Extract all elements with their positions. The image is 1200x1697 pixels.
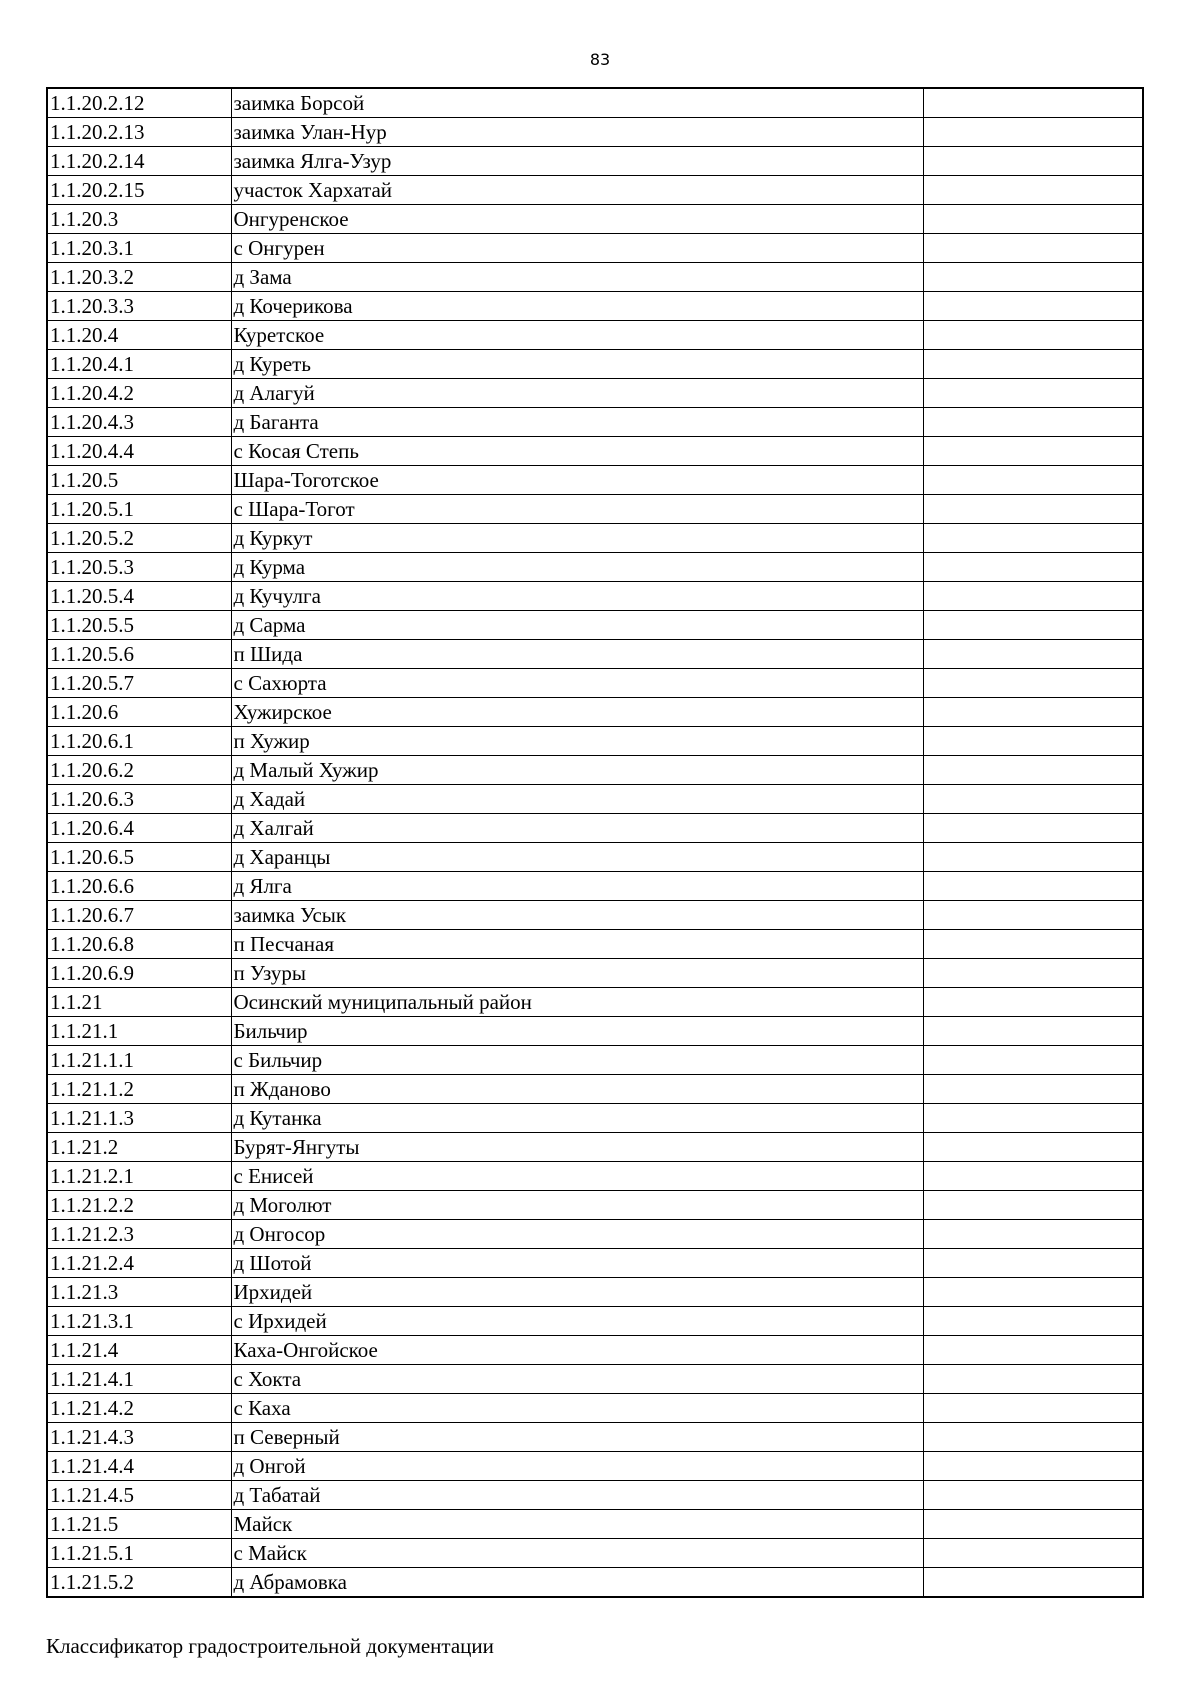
table-row <box>47 466 1143 495</box>
table-row <box>47 1162 1143 1191</box>
row-name-cell: д Кучулга <box>231 582 923 611</box>
table-row <box>47 611 1143 640</box>
table-row <box>47 350 1143 379</box>
row-extra-cell <box>923 147 1143 176</box>
row-extra-cell <box>923 901 1143 930</box>
row-code-cell: 1.1.20.6.1 <box>47 727 231 756</box>
table-row <box>47 669 1143 698</box>
row-code-cell: 1.1.21 <box>47 988 231 1017</box>
row-extra-cell <box>923 814 1143 843</box>
row-name-cell: п Песчаная <box>231 930 923 959</box>
table-row <box>47 930 1143 959</box>
row-name-cell: д Халгай <box>231 814 923 843</box>
row-name-cell: Бильчир <box>231 1017 923 1046</box>
row-extra-cell <box>923 1075 1143 1104</box>
row-code-cell: 1.1.20.5.5 <box>47 611 231 640</box>
row-extra-cell <box>923 1394 1143 1423</box>
row-code-cell: 1.1.20.3.3 <box>47 292 231 321</box>
row-code-cell: 1.1.20.5.6 <box>47 640 231 669</box>
row-name-cell: с Бильчир <box>231 1046 923 1075</box>
table-row <box>47 1510 1143 1539</box>
row-extra-cell <box>923 872 1143 901</box>
table-row <box>47 1046 1143 1075</box>
row-code-cell: 1.1.20.6.2 <box>47 756 231 785</box>
row-extra-cell <box>923 205 1143 234</box>
table-row <box>47 1278 1143 1307</box>
row-code-cell: 1.1.21.4.1 <box>47 1365 231 1394</box>
row-name-cell: п Хужир <box>231 727 923 756</box>
row-extra-cell <box>923 292 1143 321</box>
row-name-cell: с Енисей <box>231 1162 923 1191</box>
row-code-cell: 1.1.20.5.7 <box>47 669 231 698</box>
row-code-cell: 1.1.20.5.4 <box>47 582 231 611</box>
row-name-cell: Онгуренское <box>231 205 923 234</box>
row-extra-cell <box>923 959 1143 988</box>
row-code-cell: 1.1.20.6.9 <box>47 959 231 988</box>
page-number: 83 <box>589 50 611 69</box>
row-code-cell: 1.1.20.3.1 <box>47 234 231 263</box>
row-code-cell: 1.1.21.5.1 <box>47 1539 231 1568</box>
row-extra-cell <box>923 408 1143 437</box>
row-code-cell: 1.1.20.6 <box>47 698 231 727</box>
row-name-cell: Ирхидей <box>231 1278 923 1307</box>
table-row <box>47 843 1143 872</box>
table-row <box>47 1365 1143 1394</box>
row-name-cell: д Абрамовка <box>231 1568 923 1598</box>
row-code-cell: 1.1.20.4 <box>47 321 231 350</box>
row-code-cell: 1.1.21.1 <box>47 1017 231 1046</box>
row-code-cell: 1.1.21.1.3 <box>47 1104 231 1133</box>
row-code-cell: 1.1.21.5.2 <box>47 1568 231 1598</box>
row-name-cell: Бурят-Янгуты <box>231 1133 923 1162</box>
row-name-cell: Осинский муниципальный район <box>231 988 923 1017</box>
row-code-cell: 1.1.21.4.4 <box>47 1452 231 1481</box>
table-row <box>47 1104 1143 1133</box>
row-name-cell: с Онгурен <box>231 234 923 263</box>
row-extra-cell <box>923 727 1143 756</box>
row-name-cell: д Баганта <box>231 408 923 437</box>
row-name-cell: Каха-Онгойское <box>231 1336 923 1365</box>
row-name-cell: с Каха <box>231 1394 923 1423</box>
row-name-cell: Шара-Тоготское <box>231 466 923 495</box>
table-row <box>47 814 1143 843</box>
row-name-cell: д Харанцы <box>231 843 923 872</box>
row-code-cell: 1.1.20.5.2 <box>47 524 231 553</box>
row-name-cell: д Моголют <box>231 1191 923 1220</box>
row-extra-cell <box>923 640 1143 669</box>
row-name-cell: с Сахюрта <box>231 669 923 698</box>
row-code-cell: 1.1.21.2.2 <box>47 1191 231 1220</box>
table-row <box>47 1423 1143 1452</box>
table-row <box>47 727 1143 756</box>
row-extra-cell <box>923 698 1143 727</box>
row-code-cell: 1.1.20.4.4 <box>47 437 231 466</box>
table-row <box>47 408 1143 437</box>
row-extra-cell <box>923 466 1143 495</box>
table-row <box>47 872 1143 901</box>
row-code-cell: 1.1.20.6.3 <box>47 785 231 814</box>
table-row <box>47 1075 1143 1104</box>
page-footer: Классификатор градостроительной документации <box>46 1634 494 1658</box>
row-extra-cell <box>923 1423 1143 1452</box>
row-extra-cell <box>923 118 1143 147</box>
row-extra-cell <box>923 930 1143 959</box>
table-row <box>47 321 1143 350</box>
table-row <box>47 234 1143 263</box>
row-name-cell: д Онгосор <box>231 1220 923 1249</box>
row-code-cell: 1.1.20.5.1 <box>47 495 231 524</box>
row-code-cell: 1.1.20.4.3 <box>47 408 231 437</box>
row-code-cell: 1.1.20.4.1 <box>47 350 231 379</box>
row-code-cell: 1.1.20.2.13 <box>47 118 231 147</box>
row-code-cell: 1.1.20.6.4 <box>47 814 231 843</box>
row-code-cell: 1.1.21.5 <box>47 1510 231 1539</box>
row-extra-cell <box>923 756 1143 785</box>
row-extra-cell <box>923 1046 1143 1075</box>
row-code-cell: 1.1.21.4.5 <box>47 1481 231 1510</box>
table-row <box>47 1307 1143 1336</box>
row-extra-cell <box>923 1365 1143 1394</box>
row-name-cell: заимка Улан-Нур <box>231 118 923 147</box>
row-extra-cell <box>923 437 1143 466</box>
row-extra-cell <box>923 1162 1143 1191</box>
row-code-cell: 1.1.20.4.2 <box>47 379 231 408</box>
row-code-cell: 1.1.21.3 <box>47 1278 231 1307</box>
table-row <box>47 1336 1143 1365</box>
table-row <box>47 495 1143 524</box>
row-code-cell: 1.1.20.3 <box>47 205 231 234</box>
row-code-cell: 1.1.21.2.3 <box>47 1220 231 1249</box>
row-code-cell: 1.1.20.6.8 <box>47 930 231 959</box>
row-name-cell: Куретское <box>231 321 923 350</box>
row-name-cell: с Косая Степь <box>231 437 923 466</box>
row-name-cell: с Ирхидей <box>231 1307 923 1336</box>
row-code-cell: 1.1.20.5.3 <box>47 553 231 582</box>
row-extra-cell <box>923 553 1143 582</box>
table-row <box>47 524 1143 553</box>
table-row <box>47 959 1143 988</box>
table-row <box>47 205 1143 234</box>
row-name-cell: д Малый Хужир <box>231 756 923 785</box>
row-extra-cell <box>923 1220 1143 1249</box>
table-row <box>47 582 1143 611</box>
row-name-cell: п Узуры <box>231 959 923 988</box>
row-name-cell: д Куркут <box>231 524 923 553</box>
row-extra-cell <box>923 495 1143 524</box>
row-code-cell: 1.1.21.3.1 <box>47 1307 231 1336</box>
table-row <box>47 118 1143 147</box>
row-name-cell: д Сарма <box>231 611 923 640</box>
row-code-cell: 1.1.20.6.6 <box>47 872 231 901</box>
row-code-cell: 1.1.21.1.1 <box>47 1046 231 1075</box>
row-extra-cell <box>923 1568 1143 1598</box>
row-code-cell: 1.1.21.4.2 <box>47 1394 231 1423</box>
row-code-cell: 1.1.20.6.5 <box>47 843 231 872</box>
row-extra-cell <box>923 1307 1143 1336</box>
table-row <box>47 1191 1143 1220</box>
row-extra-cell <box>923 263 1143 292</box>
table-row <box>47 263 1143 292</box>
row-name-cell: п Северный <box>231 1423 923 1452</box>
row-name-cell: д Зама <box>231 263 923 292</box>
table-row <box>47 901 1143 930</box>
row-extra-cell <box>923 1510 1143 1539</box>
row-extra-cell <box>923 843 1143 872</box>
table-row <box>47 988 1143 1017</box>
row-extra-cell <box>923 1336 1143 1365</box>
row-name-cell: заимка Усык <box>231 901 923 930</box>
table-row <box>47 640 1143 669</box>
table-row <box>47 147 1143 176</box>
row-code-cell: 1.1.20.5 <box>47 466 231 495</box>
row-name-cell: заимка Ялга-Узур <box>231 147 923 176</box>
table-row <box>47 1539 1143 1568</box>
row-extra-cell <box>923 176 1143 205</box>
row-extra-cell <box>923 1017 1143 1046</box>
table-row <box>47 1017 1143 1046</box>
row-code-cell: 1.1.20.6.7 <box>47 901 231 930</box>
row-extra-cell <box>923 379 1143 408</box>
row-code-cell: 1.1.21.4.3 <box>47 1423 231 1452</box>
row-name-cell: п Жданово <box>231 1075 923 1104</box>
row-extra-cell <box>923 1539 1143 1568</box>
row-extra-cell <box>923 1249 1143 1278</box>
table-body <box>47 88 1143 1597</box>
row-name-cell: д Онгой <box>231 1452 923 1481</box>
row-code-cell: 1.1.21.2.1 <box>47 1162 231 1191</box>
row-code-cell: 1.1.20.3.2 <box>47 263 231 292</box>
table-row <box>47 379 1143 408</box>
row-extra-cell <box>923 1133 1143 1162</box>
row-extra-cell <box>923 350 1143 379</box>
row-name-cell: д Табатай <box>231 1481 923 1510</box>
table-row <box>47 1249 1143 1278</box>
row-name-cell: Хужирское <box>231 698 923 727</box>
table-row <box>47 1452 1143 1481</box>
row-code-cell: 1.1.21.2.4 <box>47 1249 231 1278</box>
row-extra-cell <box>923 88 1143 118</box>
row-code-cell: 1.1.20.2.12 <box>47 88 231 118</box>
table-row <box>47 292 1143 321</box>
row-name-cell: Майск <box>231 1510 923 1539</box>
table-row <box>47 1220 1143 1249</box>
table-row <box>47 1481 1143 1510</box>
row-name-cell: д Куреть <box>231 350 923 379</box>
row-name-cell: с Шара-Тогот <box>231 495 923 524</box>
table-row <box>47 176 1143 205</box>
row-extra-cell <box>923 1104 1143 1133</box>
row-extra-cell <box>923 1452 1143 1481</box>
row-name-cell: д Кочерикова <box>231 292 923 321</box>
table-row <box>47 756 1143 785</box>
row-extra-cell <box>923 234 1143 263</box>
row-extra-cell <box>923 669 1143 698</box>
row-name-cell: участок Хархатай <box>231 176 923 205</box>
row-name-cell: д Хадай <box>231 785 923 814</box>
table-row <box>47 1394 1143 1423</box>
row-code-cell: 1.1.21.2 <box>47 1133 231 1162</box>
table-row <box>47 1133 1143 1162</box>
classifier-table <box>46 87 1144 1598</box>
row-name-cell: д Кутанка <box>231 1104 923 1133</box>
row-extra-cell <box>923 611 1143 640</box>
table-row <box>47 1568 1143 1598</box>
row-extra-cell <box>923 582 1143 611</box>
row-extra-cell <box>923 1191 1143 1220</box>
row-name-cell: п Шида <box>231 640 923 669</box>
table-row <box>47 553 1143 582</box>
row-extra-cell <box>923 321 1143 350</box>
row-code-cell: 1.1.20.2.14 <box>47 147 231 176</box>
row-code-cell: 1.1.21.4 <box>47 1336 231 1365</box>
row-name-cell: заимка Борсой <box>231 88 923 118</box>
table-row <box>47 698 1143 727</box>
table-row <box>47 785 1143 814</box>
row-extra-cell <box>923 988 1143 1017</box>
row-code-cell: 1.1.21.1.2 <box>47 1075 231 1104</box>
row-name-cell: д Алагуй <box>231 379 923 408</box>
table-row <box>47 437 1143 466</box>
row-code-cell: 1.1.20.2.15 <box>47 176 231 205</box>
row-extra-cell <box>923 785 1143 814</box>
row-name-cell: с Хокта <box>231 1365 923 1394</box>
row-name-cell: с Майск <box>231 1539 923 1568</box>
table-row <box>47 88 1143 118</box>
row-name-cell: д Шотой <box>231 1249 923 1278</box>
row-extra-cell <box>923 524 1143 553</box>
row-name-cell: д Ялга <box>231 872 923 901</box>
row-name-cell: д Курма <box>231 553 923 582</box>
row-extra-cell <box>923 1481 1143 1510</box>
row-extra-cell <box>923 1278 1143 1307</box>
